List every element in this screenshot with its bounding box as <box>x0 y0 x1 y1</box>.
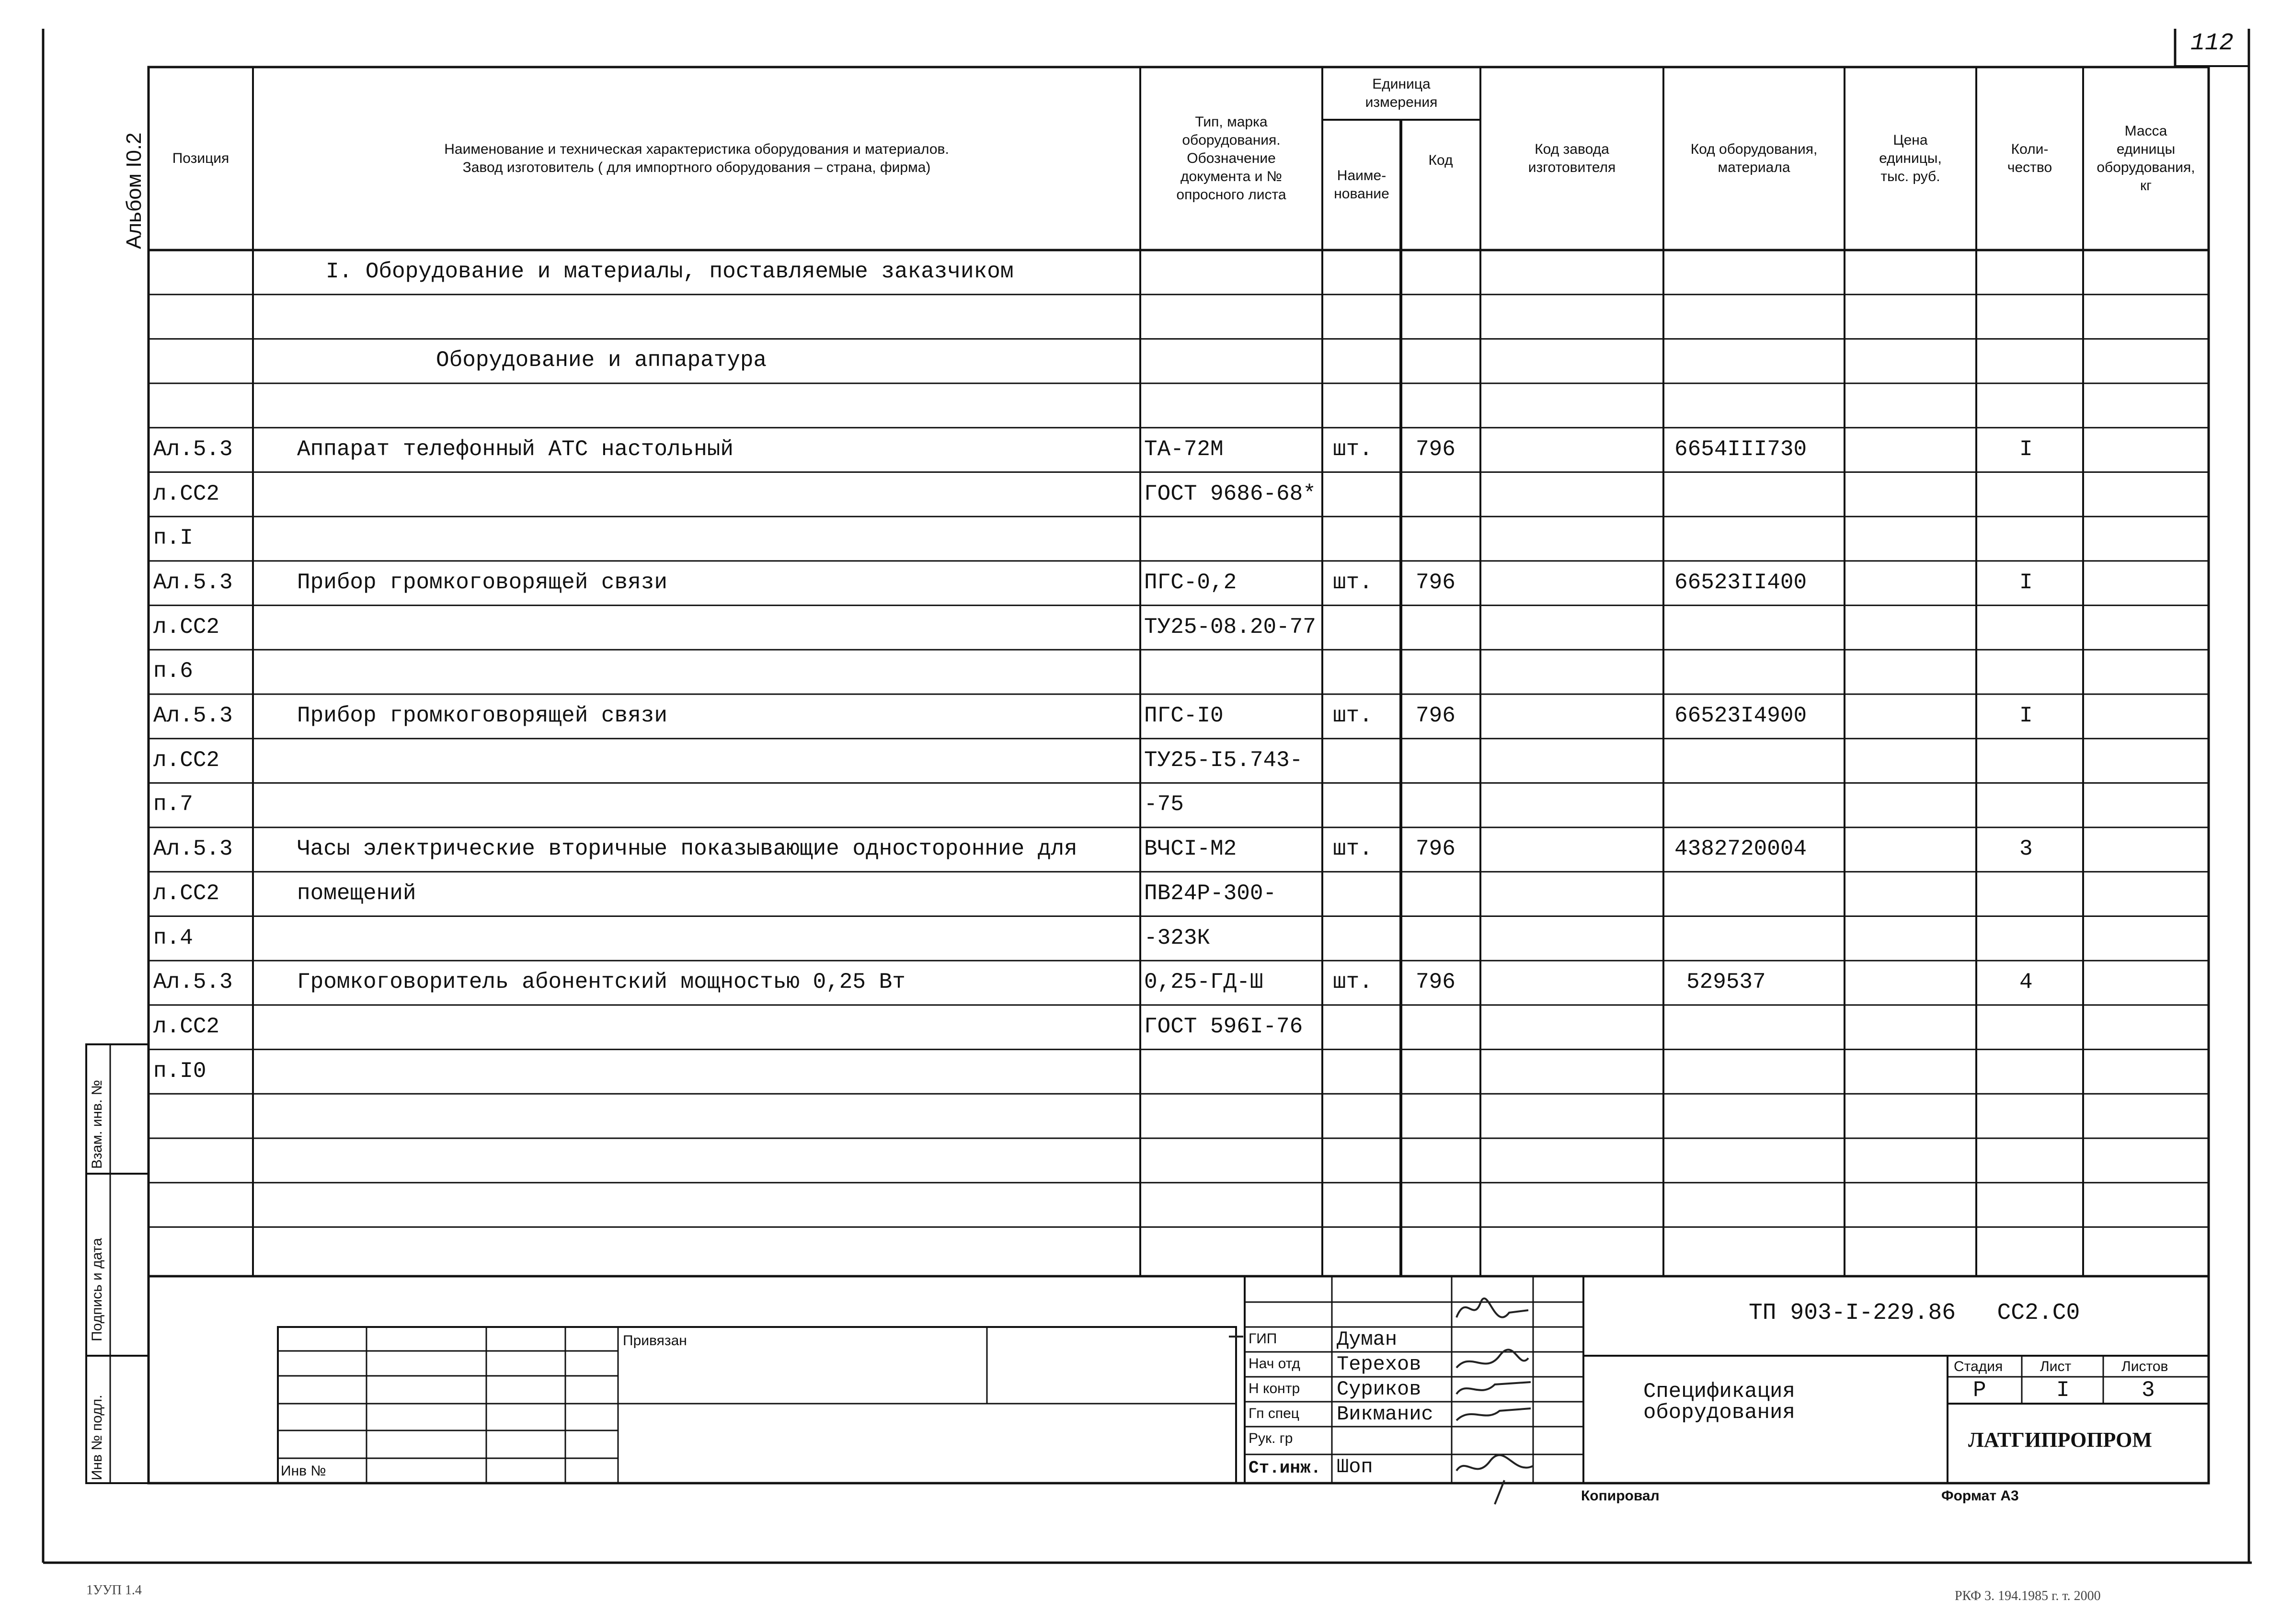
cell-position: Ал.5.3 <box>153 570 233 595</box>
cell-position: Ал.5.3 <box>153 836 233 862</box>
cell-name: Часы электрические вторичные показывающие односторонние для <box>297 836 1077 862</box>
cell-unit: шт. <box>1333 436 1373 462</box>
stamp-stage: Р <box>1973 1378 1986 1403</box>
stamp-title-line2: оборудования <box>1643 1401 1795 1425</box>
header-name-line2: Завод изготовитель ( для импортного оборудования – страна, фирма) <box>462 160 931 175</box>
cell-type-mark: ПВ24Р-300- <box>1144 881 1277 906</box>
stamp-person-name: Шоп <box>1337 1455 1373 1478</box>
stamp-role: Нач отд <box>1249 1356 1300 1372</box>
stamp-role: Н контр <box>1249 1381 1300 1396</box>
header-unit-code: Код <box>1428 152 1453 168</box>
cell-equipment-code: 4382720004 <box>1674 836 1807 862</box>
cell-equipment-code: 66523I4900 <box>1674 703 1807 728</box>
header-unit-name: Наиме- нование <box>1334 168 1389 202</box>
stamp-doc-code: ТП 903-I-229.86 СС2.С0 <box>1749 1300 2080 1326</box>
header-name <box>253 67 1140 250</box>
cell-equipment-code: 529537 <box>1686 970 1766 995</box>
cell-unit: шт. <box>1333 836 1373 862</box>
cell-type-mark: ТУ25-I5.743- <box>1144 747 1303 773</box>
header-quantity: Коли- чество <box>2007 141 2052 175</box>
cell-position: л.СС2 <box>153 1014 220 1039</box>
cell-type-mark: 0,25-ГД-Ш <box>1144 970 1263 995</box>
cell-unit-code: 796 <box>1416 436 1455 462</box>
cell-unit: шт. <box>1333 970 1373 995</box>
cell-quantity: 3 <box>2019 836 2033 862</box>
cell-position: л.СС2 <box>153 614 220 640</box>
side-label-vzam: Взам. инв. № <box>89 1080 105 1169</box>
cell-equipment-code: 6654III730 <box>1674 436 1807 462</box>
cell-name: Громкоговоритель абонентский мощностью 0,25 Вт <box>297 970 905 995</box>
side-label-podpis: Подпись и дата <box>89 1238 105 1341</box>
header-unit-group: Единица измерения <box>1365 76 1438 110</box>
cell-quantity: 4 <box>2019 970 2033 995</box>
header-name-line1: Наименование и техническая характеристика оборудования и материалов. <box>444 141 949 157</box>
stamp-inv-no: Инв № <box>281 1463 326 1479</box>
cell-name: Прибор громкоговорящей связи <box>297 570 667 595</box>
cell-unit: шт. <box>1333 570 1373 595</box>
stamp-role: Ст.инж. <box>1249 1458 1321 1478</box>
cell-name: помещений <box>297 881 416 906</box>
cell-position: Ал.5.3 <box>153 436 233 462</box>
cell-type-mark: -323К <box>1144 925 1211 950</box>
cell-unit-code: 796 <box>1416 570 1455 595</box>
cell-type-mark: ТУ25-08.20-77 <box>1144 614 1316 640</box>
cell-position: Ал.5.3 <box>153 703 233 728</box>
stamp-copied: Копировал <box>1581 1488 1660 1504</box>
cell-position: п.4 <box>153 925 193 950</box>
header-mass: Масса единицы оборудования, кг <box>2097 123 2195 194</box>
cell-position: п.6 <box>153 659 193 684</box>
cell-position: п.I <box>153 526 193 551</box>
cell-position: п.7 <box>153 792 193 817</box>
stamp-person-name: Суриков <box>1337 1378 1421 1401</box>
footer-left: 1УУП 1.4 <box>86 1583 142 1598</box>
cell-position: л.СС2 <box>153 747 220 773</box>
cell-name: Оборудование и аппаратура <box>436 348 767 373</box>
cell-name: Прибор громкоговорящей связи <box>297 703 667 728</box>
album-label: Альбом I0.2 <box>122 132 146 249</box>
cell-name: I. Оборудование и материалы, поставляемые заказчиком <box>326 259 1014 284</box>
stamp-sheets-label: Листов <box>2121 1359 2168 1374</box>
page-number: 112 <box>2190 30 2234 57</box>
stamp-sheet-label: Лист <box>2040 1359 2072 1374</box>
stamp-format: Формат А3 <box>1941 1488 2019 1504</box>
cell-quantity: I <box>2019 436 2033 462</box>
cell-unit-code: 796 <box>1416 970 1455 995</box>
cell-type-mark: -75 <box>1144 792 1184 817</box>
cell-type-mark: ГОСТ 9686-68* <box>1144 481 1316 506</box>
stamp-privyazan: Привязан <box>623 1333 687 1349</box>
stamp-stage-label: Стадия <box>1954 1359 2003 1374</box>
stamp-org: ЛАТГИПРОПРОМ <box>1968 1428 2152 1452</box>
cell-position: Ал.5.3 <box>153 970 233 995</box>
cell-unit-code: 796 <box>1416 703 1455 728</box>
cell-unit: шт. <box>1333 703 1373 728</box>
stamp-role: Гп спец <box>1249 1406 1299 1421</box>
cell-quantity: I <box>2019 570 2033 595</box>
header-position: Позиция <box>172 150 229 166</box>
cell-equipment-code: 66523II400 <box>1674 570 1807 595</box>
cell-type-mark: ГОСТ 596I-76 <box>1144 1014 1303 1039</box>
header-price: Цена единицы, тыс. руб. <box>1879 132 1942 184</box>
header-factory-code: Код завода изготовителя <box>1528 141 1616 175</box>
stamp-title-line1: Спецификация <box>1643 1380 1795 1404</box>
cell-unit-code: 796 <box>1416 836 1455 862</box>
cell-type-mark: ВЧСI-М2 <box>1144 836 1237 862</box>
cell-type-mark: ПГС-0,2 <box>1144 570 1237 595</box>
stamp-role: ГИП <box>1249 1331 1277 1347</box>
header-type-mark: Тип, марка оборудования. Обозначение документа и № опросного листа <box>1176 114 1286 203</box>
stamp-sheets: 3 <box>2142 1378 2155 1403</box>
cell-type-mark: ПГС-I0 <box>1144 703 1224 728</box>
cell-type-mark: ТА-72М <box>1144 436 1224 462</box>
cell-name: Аппарат телефонный АТС настольный <box>297 436 733 462</box>
stamp-sheet: I <box>2056 1378 2070 1403</box>
cell-position: л.СС2 <box>153 481 220 506</box>
side-label-inv-podl: Инв № подл. <box>89 1395 105 1480</box>
cell-position: л.СС2 <box>153 881 220 906</box>
stamp-person-name: Думан <box>1337 1328 1398 1351</box>
cell-quantity: I <box>2019 703 2033 728</box>
header-equipment-code: Код оборудования, материала <box>1690 141 1818 175</box>
stamp-role: Рук. гр <box>1249 1430 1293 1446</box>
cell-position: п.I0 <box>153 1058 206 1084</box>
stamp-person-name: Терехов <box>1337 1353 1421 1376</box>
stamp-person-name: Викманис <box>1337 1403 1433 1426</box>
footer-right: РКФ 3. 194.1985 г. т. 2000 <box>1955 1589 2101 1603</box>
